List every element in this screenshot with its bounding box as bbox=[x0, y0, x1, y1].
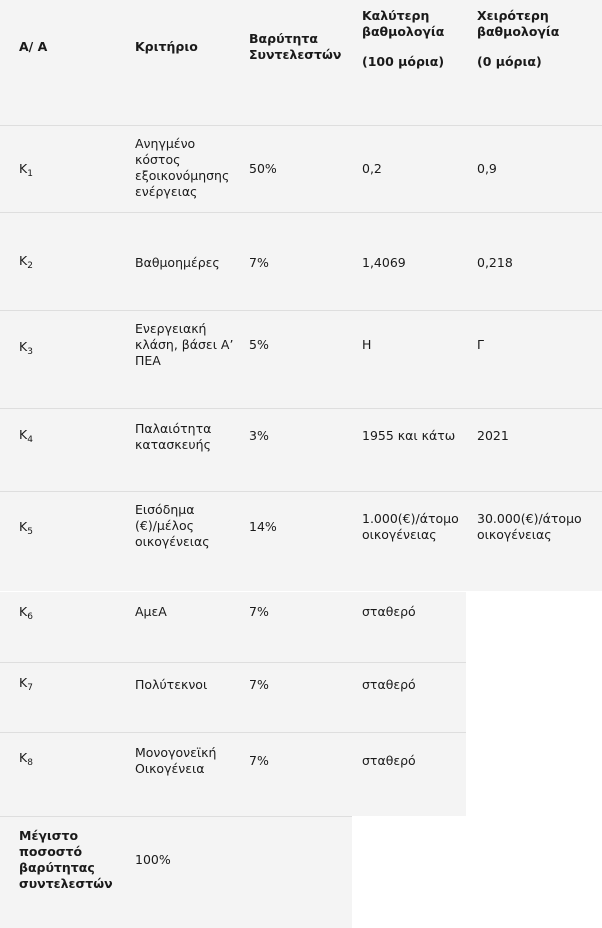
table-row bbox=[0, 492, 602, 591]
row-weight: 7% bbox=[249, 677, 269, 692]
table-row bbox=[0, 311, 602, 409]
header-row bbox=[0, 0, 602, 126]
row-criterion: Παλαιότητα κατασκευής bbox=[135, 421, 212, 452]
row-best: 0,2 bbox=[362, 161, 382, 176]
table-row bbox=[0, 733, 466, 816]
row-best: σταθερό bbox=[362, 604, 416, 619]
table-row bbox=[0, 409, 602, 492]
row-worst: 0,218 bbox=[477, 255, 513, 270]
header-worst-line1: Χειρότερη bbox=[477, 8, 549, 23]
row-weight: 50% bbox=[249, 161, 277, 176]
row-criterion: ΑμεΑ bbox=[135, 604, 167, 619]
table-row bbox=[0, 213, 602, 311]
row-weight: 7% bbox=[249, 255, 269, 270]
row-worst: 2021 bbox=[477, 428, 509, 443]
row-best: 1,4069 bbox=[362, 255, 406, 270]
row-id: $K_7$ bbox=[19, 675, 33, 693]
row-id: $K_8$ bbox=[19, 750, 33, 768]
header-weight-line1: Βαρύτητα bbox=[249, 31, 318, 46]
row-criterion: Βαθμοημέρες bbox=[135, 255, 220, 270]
footer-value: 100% bbox=[135, 852, 171, 867]
row-worst: 30.000(€)/άτομο οικογένειας bbox=[477, 511, 582, 542]
row-criterion: Εισόδημα (€)/μέλος οικογένειας bbox=[135, 502, 210, 549]
header-worst-points: (0 μόρια) bbox=[477, 54, 542, 69]
row-criterion: Ανηγμένο κόστος εξοικονόμησης ενέργειας bbox=[135, 136, 230, 199]
header-worst-line2: βαθμολογία bbox=[477, 24, 560, 39]
row-id: $K_4$ bbox=[19, 427, 33, 445]
table-row bbox=[0, 663, 466, 733]
row-weight: 7% bbox=[249, 753, 269, 768]
row-criterion: Μονογονεϊκή Οικογένεια bbox=[135, 745, 217, 776]
row-criterion: Πολύτεκνοι bbox=[135, 677, 208, 692]
row-id: $K_6$ bbox=[19, 604, 33, 622]
footer-label: Μέγιστο ποσοστό βαρύτητας συντελεστών bbox=[19, 828, 113, 891]
header-weight bbox=[249, 31, 341, 63]
row-best: σταθερό bbox=[362, 753, 416, 768]
header-best-line2: βαθμολογία bbox=[362, 24, 445, 39]
row-weight: 5% bbox=[249, 337, 269, 352]
row-weight: 3% bbox=[249, 428, 269, 443]
header-best bbox=[362, 8, 444, 70]
header-criterion: Κριτήριο bbox=[135, 39, 198, 54]
row-best: σταθερό bbox=[362, 677, 416, 692]
row-weight: 14% bbox=[249, 519, 277, 534]
row-id: $K_3$ bbox=[19, 339, 33, 357]
header-best-points: (100 μόρια) bbox=[362, 54, 445, 69]
table-row bbox=[0, 126, 602, 213]
header-worst bbox=[477, 8, 559, 70]
header-best-line1: Καλύτερη bbox=[362, 8, 430, 23]
row-criterion: Ενεργειακή κλάση, βάσει Α’ ΠΕΑ bbox=[135, 321, 234, 368]
row-best: 1955 και κάτω bbox=[362, 428, 456, 443]
header-aa: Α/ Α bbox=[19, 39, 48, 54]
row-worst: Γ bbox=[477, 337, 484, 352]
header-weight-line2: Συντελεστών bbox=[249, 47, 342, 62]
row-best: 1.000(€)/άτομο οικογένειας bbox=[362, 511, 459, 542]
table-row bbox=[0, 592, 466, 663]
row-id: $K_2$ bbox=[19, 253, 33, 271]
row-id: $K_5$ bbox=[19, 519, 33, 537]
footer-row bbox=[0, 816, 352, 928]
row-best: Η bbox=[362, 337, 372, 352]
row-id: $K_1$ bbox=[19, 161, 33, 179]
row-weight: 7% bbox=[249, 604, 269, 619]
row-worst: 0,9 bbox=[477, 161, 497, 176]
